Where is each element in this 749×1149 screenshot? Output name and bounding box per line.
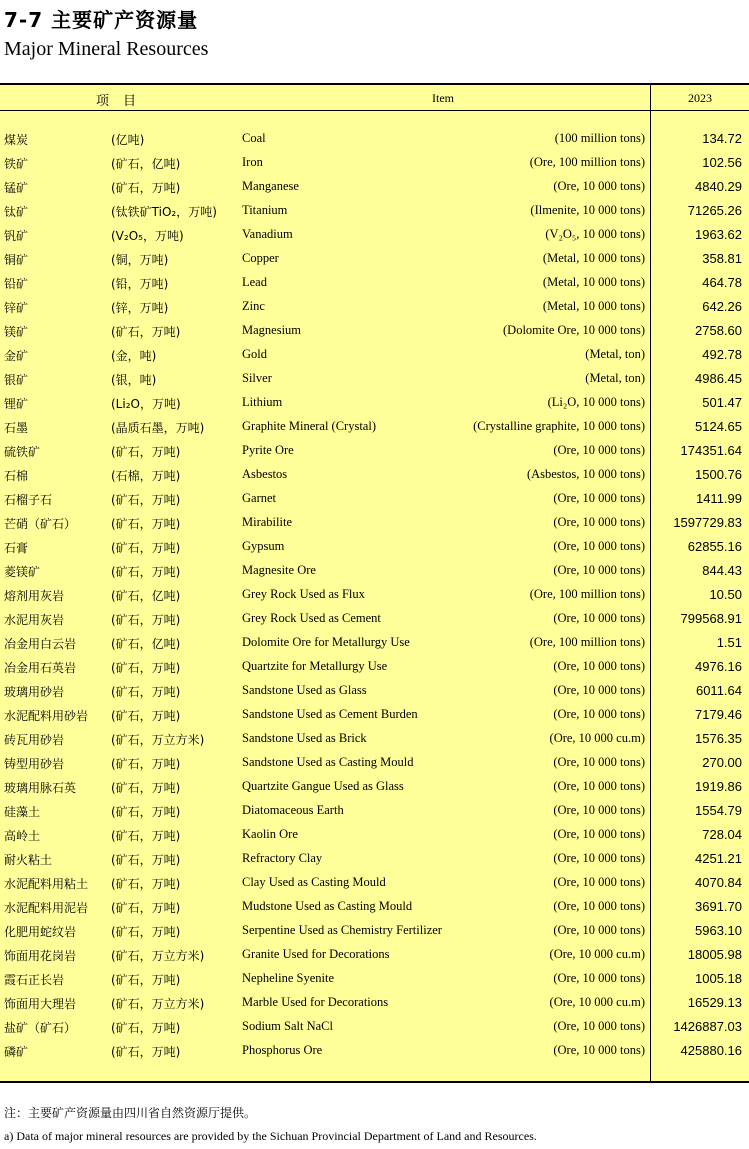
item-value-2023: 1963.62 — [695, 227, 742, 242]
item-value-2023: 7179.46 — [695, 707, 742, 722]
item-name-en: Vanadium — [242, 227, 293, 241]
item-name-cn: 铸型用砂岩 — [4, 757, 65, 771]
item-name-en: Pyrite Ore — [242, 443, 294, 457]
item-unit-en: (Metal, 10 000 tons) — [542, 275, 645, 289]
item-value-2023: 844.43 — [702, 563, 742, 578]
item-unit-en: (Ore, 10 000 tons) — [553, 491, 645, 505]
item-unit-cn: (矿石，万吨) — [111, 685, 181, 699]
table-row — [0, 871, 749, 895]
page-title-en: Major Mineral Resources — [4, 38, 209, 60]
item-name-cn: 冶金用石英岩 — [4, 661, 77, 675]
item-name-en: Mirabilite — [242, 515, 292, 529]
item-name-en: Titanium — [242, 203, 288, 217]
item-value-2023: 425880.16 — [680, 1043, 742, 1058]
table-row — [0, 943, 749, 967]
item-unit-cn: (矿石，万吨) — [111, 661, 181, 675]
item-name-en: Graphite Mineral (Crystal) — [242, 419, 376, 433]
item-name-en: Kaolin Ore — [242, 827, 298, 841]
item-unit-cn: (V₂O₅，万吨) — [111, 229, 184, 243]
item-name-cn: 饰面用花岗岩 — [4, 949, 77, 963]
item-name-cn: 石榴子石 — [4, 493, 53, 507]
item-unit-cn: (矿石，万立方米) — [111, 949, 205, 963]
table-row — [0, 679, 749, 703]
item-unit-en: (Metal, 10 000 tons) — [542, 251, 645, 265]
item-name-cn: 石膏 — [4, 541, 29, 555]
item-value-2023: 3691.70 — [695, 899, 742, 914]
item-value-2023: 1919.86 — [695, 779, 742, 794]
item-name-en: Gold — [242, 347, 267, 361]
header-year: 2023 — [688, 91, 712, 105]
item-unit-en: (Ore, 10 000 tons) — [553, 755, 645, 769]
table-row — [0, 823, 749, 847]
item-name-cn: 铁矿 — [4, 157, 29, 171]
footnote-cn: 注：主要矿产资源量由四川省自然资源厅提供。 — [4, 1106, 257, 1120]
table-row — [0, 175, 749, 199]
item-value-2023: 1500.76 — [695, 467, 742, 482]
item-name-cn: 钒矿 — [4, 229, 29, 243]
item-unit-cn: (矿石，万吨) — [111, 325, 181, 339]
item-unit-en: (Ore, 10 000 tons) — [553, 779, 645, 793]
item-unit-en: (Ore, 10 000 tons) — [553, 827, 645, 841]
item-unit-en: (V₂O₅, 10 000 tons) — [545, 227, 645, 241]
table-row — [0, 991, 749, 1015]
item-unit-cn: (矿石，万吨) — [111, 1021, 181, 1035]
item-name-cn: 砖瓦用砂岩 — [4, 733, 65, 747]
item-name-en: Mudstone Used as Casting Mould — [242, 899, 413, 913]
item-name-en: Granite Used for Decorations — [242, 947, 390, 961]
item-unit-en: (Ore, 10 000 tons) — [553, 1019, 645, 1033]
item-name-cn: 硅藻土 — [4, 805, 41, 819]
item-name-en: Quartzite Gangue Used as Glass — [242, 779, 404, 793]
item-value-2023: 6011.64 — [695, 683, 742, 698]
table-header — [0, 85, 749, 111]
item-name-en: Grey Rock Used as Flux — [242, 587, 365, 601]
item-unit-en: (Ore, 10 000 tons) — [553, 515, 645, 529]
item-unit-en: (Ore, 10 000 tons) — [553, 539, 645, 553]
item-value-2023: 4070.84 — [695, 875, 742, 890]
item-name-en: Garnet — [242, 491, 277, 505]
item-unit-en: (Dolomite Ore, 10 000 tons) — [503, 323, 645, 337]
item-value-2023: 1554.79 — [695, 803, 742, 818]
item-name-cn: 水泥配料用泥岩 — [4, 901, 89, 915]
table-row — [0, 727, 749, 751]
item-unit-en: (Ore, 100 million tons) — [529, 635, 645, 649]
item-value-2023: 1426887.03 — [673, 1019, 742, 1034]
table-row — [0, 559, 749, 583]
table-row — [0, 535, 749, 559]
table-row — [0, 1015, 749, 1039]
item-name-en: Lithium — [242, 395, 283, 409]
item-unit-cn: (晶质石墨，万吨) — [111, 421, 205, 435]
item-value-2023: 1.51 — [716, 635, 742, 650]
item-unit-cn: (矿石，亿吨) — [111, 589, 181, 603]
item-unit-cn: (锌，万吨) — [111, 301, 169, 315]
item-unit-en: (Ore, 10 000 tons) — [553, 443, 645, 457]
table-row — [0, 607, 749, 631]
table-row — [0, 847, 749, 871]
item-name-en: Nepheline Syenite — [242, 971, 334, 985]
item-unit-en: (Ore, 10 000 tons) — [553, 851, 645, 865]
item-unit-en: (Metal, 10 000 tons) — [542, 299, 645, 313]
item-value-2023: 4986.45 — [695, 371, 742, 386]
item-name-cn: 熔剂用灰岩 — [4, 589, 65, 603]
item-unit-en: (Ore, 10 000 tons) — [553, 563, 645, 577]
item-unit-cn: (亿吨) — [111, 133, 145, 147]
item-unit-en: (Ore, 10 000 tons) — [553, 179, 645, 193]
item-name-en: Sandstone Used as Cement Burden — [242, 707, 418, 721]
item-name-cn: 铜矿 — [4, 253, 29, 267]
item-unit-cn: (矿石，万吨) — [111, 445, 181, 459]
item-value-2023: 18005.98 — [687, 947, 742, 962]
item-unit-en: (Ore, 10 000 tons) — [553, 899, 645, 913]
table-row — [0, 247, 749, 271]
item-name-en: Clay Used as Casting Mould — [242, 875, 386, 889]
item-name-cn: 锂矿 — [4, 397, 29, 411]
item-name-en: Asbestos — [242, 467, 288, 481]
item-unit-cn: (金，吨) — [111, 349, 157, 363]
item-unit-en: (Ore, 10 000 tons) — [553, 803, 645, 817]
table-row — [0, 967, 749, 991]
item-unit-en: (Ore, 10 000 tons) — [553, 683, 645, 697]
item-name-en: Sandstone Used as Casting Mould — [242, 755, 414, 769]
item-value-2023: 4251.21 — [695, 851, 742, 866]
item-unit-cn: (矿石，万吨) — [111, 517, 181, 531]
item-unit-cn: (矿石，亿吨) — [111, 637, 181, 651]
item-unit-en: (Ore, 10 000 cu.m) — [549, 995, 645, 1009]
item-value-2023: 102.56 — [702, 155, 742, 170]
item-unit-en: (Asbestos, 10 000 tons) — [526, 467, 645, 481]
item-name-en: Coal — [242, 131, 266, 145]
item-name-en: Manganese — [242, 179, 299, 193]
item-value-2023: 62855.16 — [687, 539, 742, 554]
item-name-en: Gypsum — [242, 539, 285, 553]
table-row — [0, 391, 749, 415]
item-name-en: Refractory Clay — [242, 851, 323, 865]
item-name-cn: 饰面用大理岩 — [4, 997, 77, 1011]
item-unit-cn: (矿石，万吨) — [111, 805, 181, 819]
table-row — [0, 631, 749, 655]
item-unit-en: (Ore, 10 000 tons) — [553, 611, 645, 625]
item-name-cn: 水泥配料用砂岩 — [4, 709, 89, 723]
item-unit-en: (Ore, 10 000 cu.m) — [549, 731, 645, 745]
item-name-en: Sodium Salt NaCl — [242, 1019, 333, 1033]
table-row — [0, 415, 749, 439]
table-row — [0, 919, 749, 943]
item-unit-cn: (矿石，万吨) — [111, 925, 181, 939]
item-name-cn: 水泥用灰岩 — [4, 613, 65, 627]
item-value-2023: 4976.16 — [695, 659, 742, 674]
table-row — [0, 223, 749, 247]
table-row — [0, 127, 749, 151]
item-value-2023: 464.78 — [702, 275, 742, 290]
item-value-2023: 642.26 — [702, 299, 742, 314]
item-unit-en: (Metal, ton) — [585, 371, 645, 385]
item-value-2023: 270.00 — [702, 755, 742, 770]
table-row — [0, 703, 749, 727]
page-title-cn: 7-7 主要矿产资源量 — [4, 8, 199, 32]
item-unit-cn: (铜，万吨) — [111, 253, 169, 267]
item-value-2023: 1005.18 — [695, 971, 742, 986]
item-value-2023: 4840.29 — [695, 179, 742, 194]
item-name-en: Iron — [242, 155, 263, 169]
item-name-cn: 玻璃用砂岩 — [4, 685, 65, 699]
table-row — [0, 343, 749, 367]
item-unit-cn: (矿石，万立方米) — [111, 997, 205, 1011]
item-unit-cn: (矿石，万吨) — [111, 493, 181, 507]
item-name-cn: 石棉 — [4, 469, 29, 483]
table-row — [0, 319, 749, 343]
item-unit-en: (Ore, 10 000 tons) — [553, 1043, 645, 1057]
item-name-en: Lead — [242, 275, 267, 289]
item-unit-cn: (Li₂O，万吨) — [111, 397, 181, 411]
item-name-en: Sandstone Used as Glass — [242, 683, 367, 697]
item-unit-en: (Ore, 10 000 cu.m) — [549, 947, 645, 961]
table-row — [0, 487, 749, 511]
table-row — [0, 151, 749, 175]
item-unit-cn: (矿石，万吨) — [111, 973, 181, 987]
item-name-en: Serpentine Used as Chemistry Fertilizer — [242, 923, 442, 937]
table-row — [0, 511, 749, 535]
item-value-2023: 2758.60 — [695, 323, 742, 338]
item-unit-cn: (钛铁矿TiO₂，万吨) — [111, 205, 217, 219]
table-row — [0, 271, 749, 295]
item-unit-en: (Ilmenite, 10 000 tons) — [530, 203, 645, 217]
item-unit-cn: (矿石，万吨) — [111, 781, 181, 795]
item-value-2023: 16529.13 — [687, 995, 742, 1010]
item-value-2023: 10.50 — [709, 587, 742, 602]
item-name-en: Silver — [242, 371, 272, 385]
item-unit-cn: (矿石，万吨) — [111, 901, 181, 915]
item-unit-cn: (矿石，万吨) — [111, 541, 181, 555]
table-row — [0, 799, 749, 823]
item-unit-cn: (矿石，万吨) — [111, 181, 181, 195]
table-row — [0, 463, 749, 487]
item-value-2023: 1597729.83 — [673, 515, 742, 530]
footnote-en: a) Data of major mineral resources are provided by the Sichuan Provincial Department of Land and Resources. — [4, 1129, 537, 1143]
item-name-en: Zinc — [242, 299, 265, 313]
item-unit-cn: (矿石，万吨) — [111, 829, 181, 843]
item-unit-en: (Ore, 10 000 tons) — [553, 659, 645, 673]
item-value-2023: 1576.35 — [695, 731, 742, 746]
item-name-cn: 银矿 — [4, 373, 29, 387]
item-unit-cn: (铅，万吨) — [111, 277, 169, 291]
item-value-2023: 501.47 — [702, 395, 742, 410]
item-name-cn: 硫铁矿 — [4, 445, 41, 459]
item-value-2023: 71265.26 — [687, 203, 742, 218]
item-name-cn: 耐火粘土 — [4, 853, 53, 867]
item-name-cn: 芒硝（矿石） — [4, 517, 77, 531]
item-unit-en: (Ore, 10 000 tons) — [553, 707, 645, 721]
item-name-cn: 钛矿 — [4, 205, 29, 219]
table-row — [0, 199, 749, 223]
item-value-2023: 5124.65 — [695, 419, 742, 434]
header-item-cn: 项目 — [96, 94, 151, 109]
item-name-cn: 冶金用白云岩 — [4, 637, 77, 651]
item-name-en: Phosphorus Ore — [242, 1043, 323, 1057]
table-body — [0, 127, 749, 1063]
item-value-2023: 134.72 — [702, 131, 742, 146]
table-row — [0, 895, 749, 919]
table-row — [0, 751, 749, 775]
item-value-2023: 799568.91 — [680, 611, 742, 626]
item-name-cn: 镁矿 — [4, 325, 29, 339]
table-row — [0, 367, 749, 391]
item-name-cn: 玻璃用脉石英 — [4, 781, 77, 795]
item-unit-cn: (矿石，万吨) — [111, 709, 181, 723]
item-name-en: Sandstone Used as Brick — [242, 731, 367, 745]
table-row — [0, 295, 749, 319]
item-unit-en: (Crystalline graphite, 10 000 tons) — [473, 419, 645, 433]
item-name-cn: 铅矿 — [4, 277, 29, 291]
item-name-en: Magnesite Ore — [242, 563, 316, 577]
header-item-en: Item — [432, 91, 454, 105]
item-name-cn: 金矿 — [4, 349, 29, 363]
item-name-en: Magnesium — [242, 323, 302, 337]
item-name-cn: 霞石正长岩 — [4, 973, 65, 987]
item-unit-cn: (矿石，万立方米) — [111, 733, 205, 747]
item-name-cn: 煤炭 — [4, 133, 29, 147]
item-unit-cn: (矿石，万吨) — [111, 565, 181, 579]
item-unit-en: (Ore, 10 000 tons) — [553, 923, 645, 937]
item-unit-cn: (石棉，万吨) — [111, 469, 181, 483]
item-value-2023: 358.81 — [702, 251, 742, 266]
table-row — [0, 439, 749, 463]
item-unit-en: (Ore, 10 000 tons) — [553, 875, 645, 889]
item-name-cn: 锌矿 — [4, 301, 29, 315]
item-unit-en: (Metal, ton) — [585, 347, 645, 361]
item-unit-en: (Ore, 10 000 tons) — [553, 971, 645, 985]
item-unit-en: (Ore, 100 million tons) — [529, 587, 645, 601]
item-unit-cn: (矿石，万吨) — [111, 613, 181, 627]
item-name-cn: 化肥用蛇纹岩 — [4, 925, 77, 939]
item-value-2023: 728.04 — [702, 827, 742, 842]
item-value-2023: 492.78 — [702, 347, 742, 362]
item-name-cn: 高岭土 — [4, 829, 41, 843]
item-unit-en: (Li₂O, 10 000 tons) — [547, 395, 645, 409]
item-name-cn: 水泥配料用粘土 — [4, 877, 89, 891]
item-value-2023: 1411.99 — [695, 491, 742, 506]
table-row — [0, 655, 749, 679]
item-name-cn: 锰矿 — [4, 181, 29, 195]
item-name-cn: 磷矿 — [4, 1045, 29, 1059]
item-unit-cn: (矿石，万吨) — [111, 877, 181, 891]
item-name-cn: 菱镁矿 — [4, 565, 41, 579]
item-value-2023: 174351.64 — [680, 443, 742, 458]
item-value-2023: 5963.10 — [695, 923, 742, 938]
item-name-en: Marble Used for Decorations — [242, 995, 389, 1009]
item-unit-en: (100 million tons) — [554, 131, 645, 145]
item-name-en: Dolomite Ore for Metallurgy Use — [242, 635, 410, 649]
table-row — [0, 583, 749, 607]
item-unit-cn: (矿石，万吨) — [111, 1045, 181, 1059]
item-unit-cn: (矿石，万吨) — [111, 757, 181, 771]
item-name-cn: 石墨 — [4, 421, 29, 435]
item-name-en: Diatomaceous Earth — [242, 803, 344, 817]
item-name-en: Copper — [242, 251, 279, 265]
mineral-table — [0, 83, 749, 1083]
item-unit-cn: (银，吨) — [111, 373, 157, 387]
item-unit-en: (Ore, 100 million tons) — [529, 155, 645, 169]
item-name-en: Grey Rock Used as Cement — [242, 611, 381, 625]
item-unit-cn: (矿石，亿吨) — [111, 157, 181, 171]
item-name-en: Quartzite for Metallurgy Use — [242, 659, 388, 673]
item-unit-cn: (矿石，万吨) — [111, 853, 181, 867]
table-row — [0, 775, 749, 799]
table-row — [0, 1039, 749, 1063]
item-name-cn: 盐矿（矿石） — [4, 1021, 77, 1035]
